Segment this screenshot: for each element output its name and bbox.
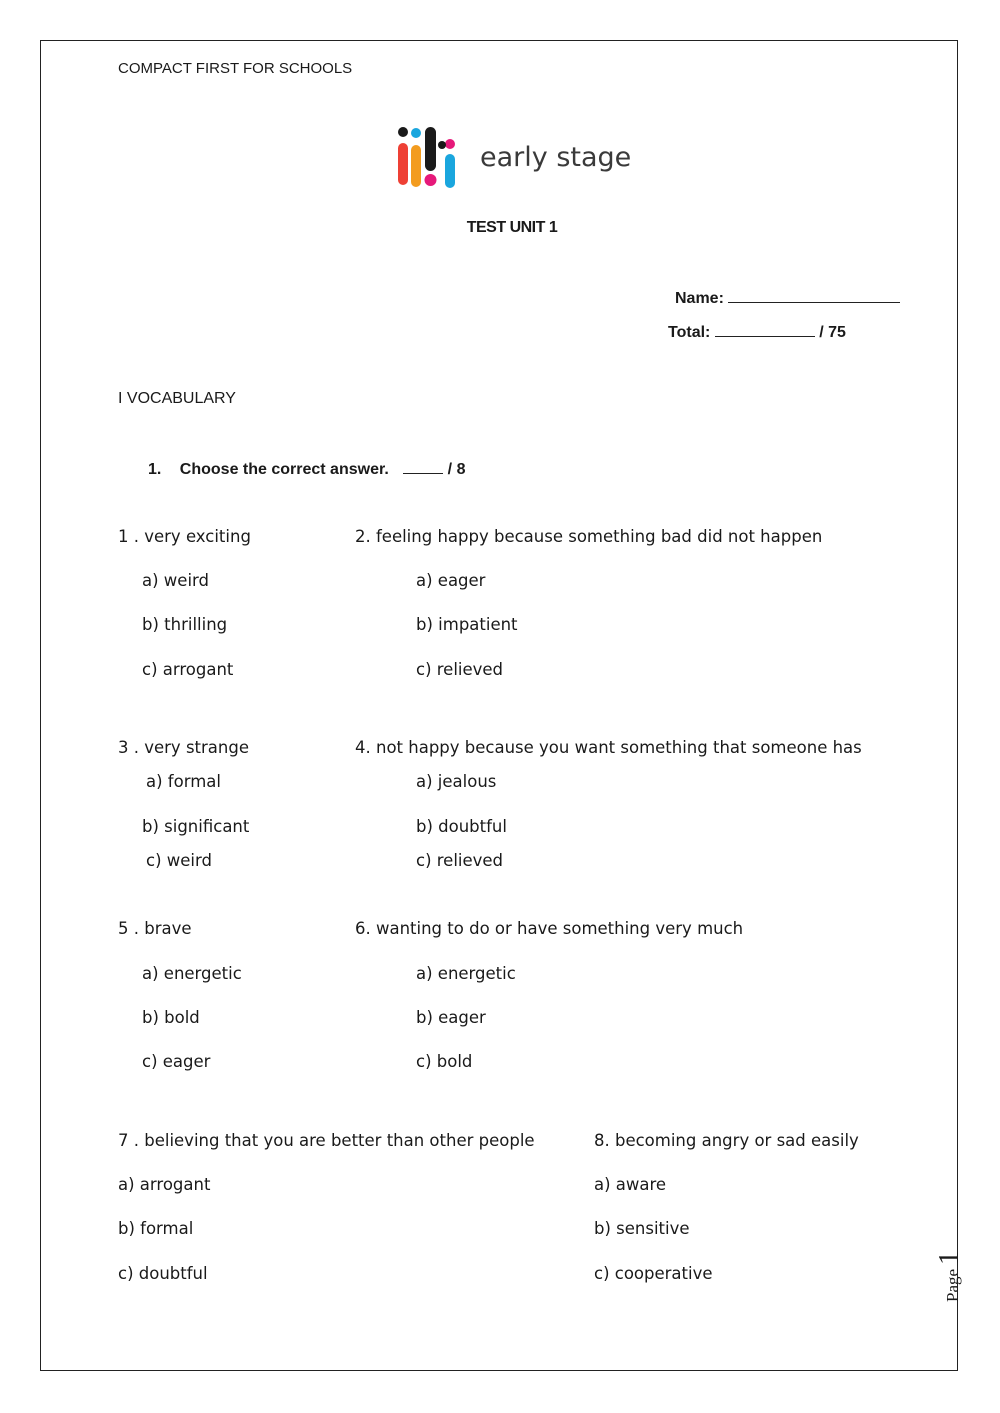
logo-dot-pink-2 — [445, 139, 455, 149]
logo-bar-red — [398, 143, 408, 185]
name-blank[interactable] — [728, 288, 900, 303]
logo-dot-blue — [411, 128, 421, 138]
question-7-option-b[interactable]: b) formal — [118, 1219, 194, 1238]
logo-bar-blue — [445, 154, 455, 188]
question-8-option-c[interactable]: c) cooperative — [594, 1264, 713, 1283]
question-2-option-a[interactable]: a) eager — [416, 571, 486, 590]
question-1-option-a[interactable]: a) weird — [142, 571, 209, 590]
logo-wordmark: early stage — [480, 142, 632, 173]
total-max: / 75 — [819, 324, 846, 341]
score-max: / 8 — [447, 461, 466, 478]
page-word: Page — [943, 1268, 962, 1302]
test-title: TEST UNIT 1 — [466, 219, 558, 236]
question-6-option-a[interactable]: a) energetic — [416, 964, 516, 983]
question-3-option-b[interactable]: b) significant — [142, 817, 250, 836]
section-title: I VOCABULARY — [118, 390, 236, 407]
exercise-instruction — [148, 459, 465, 479]
question-3-option-c[interactable]: c) weird — [146, 851, 212, 870]
question-5-option-b[interactable]: b) bold — [142, 1008, 200, 1027]
page-footer — [934, 1251, 966, 1302]
score-blank[interactable] — [403, 459, 443, 474]
question-5-option-c[interactable]: c) eager — [142, 1052, 211, 1071]
question-7-prompt: 7 . believing that you are better than other people — [118, 1131, 535, 1150]
question-2-prompt: 2. feeling happy because something bad did not happen — [355, 527, 823, 546]
total-field — [668, 322, 846, 342]
exercise-number: 1. — [148, 461, 162, 478]
question-4-option-c[interactable]: c) relieved — [416, 851, 504, 870]
question-6-option-c[interactable]: c) bold — [416, 1052, 473, 1071]
name-label: Name: — [675, 290, 724, 307]
page-border — [40, 40, 958, 1371]
question-7-option-a[interactable]: a) arrogant — [118, 1175, 211, 1194]
logo-bar-orange — [411, 145, 421, 187]
name-field[interactable] — [675, 288, 900, 308]
logo-bar-black — [425, 127, 436, 171]
early-stage-logo — [395, 122, 485, 192]
question-4-option-a[interactable]: a) jealous — [416, 772, 497, 791]
logo-dot-black-2 — [438, 141, 446, 149]
total-blank[interactable] — [715, 322, 815, 337]
question-4-option-b[interactable]: b) doubtful — [416, 817, 507, 836]
page-number: 1 — [934, 1250, 965, 1265]
logo-dot-black — [398, 127, 408, 137]
question-6-option-b[interactable]: b) eager — [416, 1008, 486, 1027]
question-1-prompt: 1 . very exciting — [118, 527, 251, 546]
question-5-prompt: 5 . brave — [118, 919, 192, 938]
question-8-option-a[interactable]: a) aware — [594, 1175, 667, 1194]
question-8-prompt: 8. becoming angry or sad easily — [594, 1131, 859, 1150]
total-label: Total: — [668, 324, 711, 341]
instruction-text: Choose the correct answer. — [179, 461, 389, 478]
question-7-option-c[interactable]: c) doubtful — [118, 1264, 208, 1283]
question-1-option-c[interactable]: c) arrogant — [142, 660, 234, 679]
question-3-prompt: 3 . very strange — [118, 738, 249, 757]
question-3-option-a[interactable]: a) formal — [146, 772, 221, 791]
publisher-header: COMPACT FIRST FOR SCHOOLS — [118, 60, 353, 77]
question-4-prompt: 4. not happy because you want something that someone has — [355, 738, 862, 757]
question-8-option-b[interactable]: b) sensitive — [594, 1219, 690, 1238]
question-2-option-b[interactable]: b) impatient — [416, 615, 518, 634]
logo-dot-pink — [425, 174, 437, 186]
question-1-option-b[interactable]: b) thrilling — [142, 615, 228, 634]
question-6-prompt: 6. wanting to do or have something very much — [355, 919, 744, 938]
question-2-option-c[interactable]: c) relieved — [416, 660, 504, 679]
question-5-option-a[interactable]: a) energetic — [142, 964, 242, 983]
